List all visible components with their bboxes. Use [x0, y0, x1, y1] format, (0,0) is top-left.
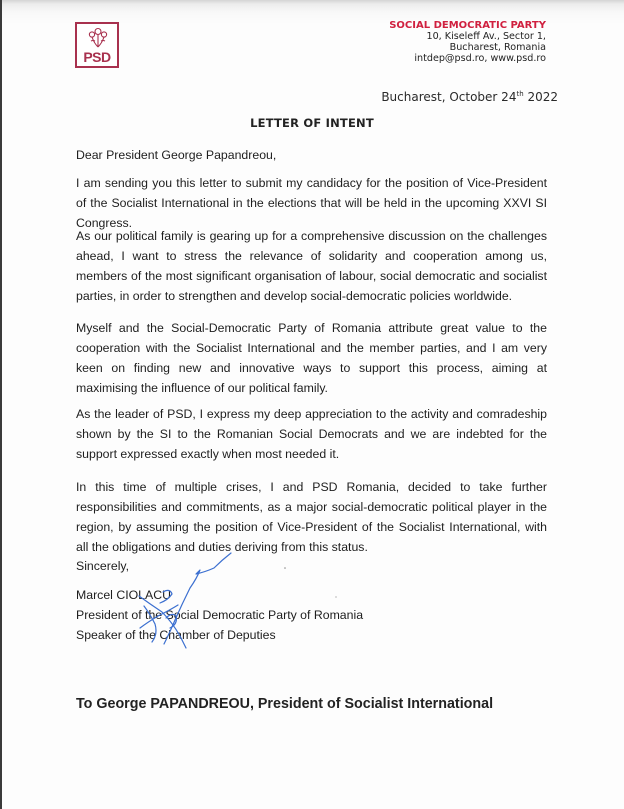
salutation: Dear President George Papandreou,: [76, 148, 277, 162]
paragraph-4: As the leader of PSD, I express my deep appreciation to the activity and comradeship shown by the SI to the Romanian Social Democrats and we are indebted for the support expressed exactly when most needed it.: [76, 407, 547, 461]
psd-logo: [75, 22, 119, 68]
signatory-title-1: President of the Social Democratic Party of Romania: [76, 608, 364, 622]
scan-speck: [284, 567, 286, 569]
signatory-title-2: Speaker of the Chamber of Deputies: [76, 628, 276, 642]
paragraph-1: I am sending you this letter to submit my candidacy for the position of Vice-President of the Socialist International in the elections that will be held in the upcoming XXVI SI Congress.: [76, 176, 547, 230]
letter-title: LETTER OF INTENT: [250, 116, 374, 130]
paragraph-2: As our political family is gearing up for a comprehensive discussion on the challenges ahead, I want to stress the relevance of solidarity and cooperation among us, members of the most significant organisation of labour, social democratic and socialist parties, in order to strengthen and develop social-democratic policies worldwide.: [76, 229, 547, 303]
closing: Sincerely,: [76, 559, 130, 573]
date-year: 2022: [523, 90, 558, 104]
letter-date: [381, 90, 558, 104]
scan-speck: [335, 596, 336, 597]
contact-line: intdep@psd.ro, www.psd.ro: [414, 53, 546, 64]
addressee-line: To George PAPANDREOU, President of Socialist International: [76, 696, 494, 712]
org-name: SOCIAL DEMOCRATIC PARTY: [389, 20, 546, 31]
address-line-2: Bucharest, Romania: [449, 42, 546, 53]
signatory-name: Marcel CIOLACU: [76, 588, 171, 602]
letterhead-address: [389, 20, 546, 64]
date-prefix: Bucharest, October 24: [381, 90, 517, 104]
logo-text: PSD: [83, 49, 111, 65]
roses-icon: [86, 27, 110, 49]
paragraph-3: Myself and the Social-Democratic Party of Romania attribute great value to the cooperation with the Socialist International and the member parties, and I am very keen on finding new and innovative ways to support this process, aiming at maximising the influence of our political family.: [76, 321, 547, 395]
address-line-1: 10, Kiseleff Av., Sector 1,: [426, 31, 546, 42]
paragraph-5: In this time of multiple crises, I and PSD Romania, decided to take further responsibilities and commitments, as a major social-democratic political player in the region, by assuming the position of Vice-President of the Socialist International, with all the obligations and duties deriving from this status.: [76, 480, 547, 554]
date-ordinal: th: [516, 90, 524, 98]
